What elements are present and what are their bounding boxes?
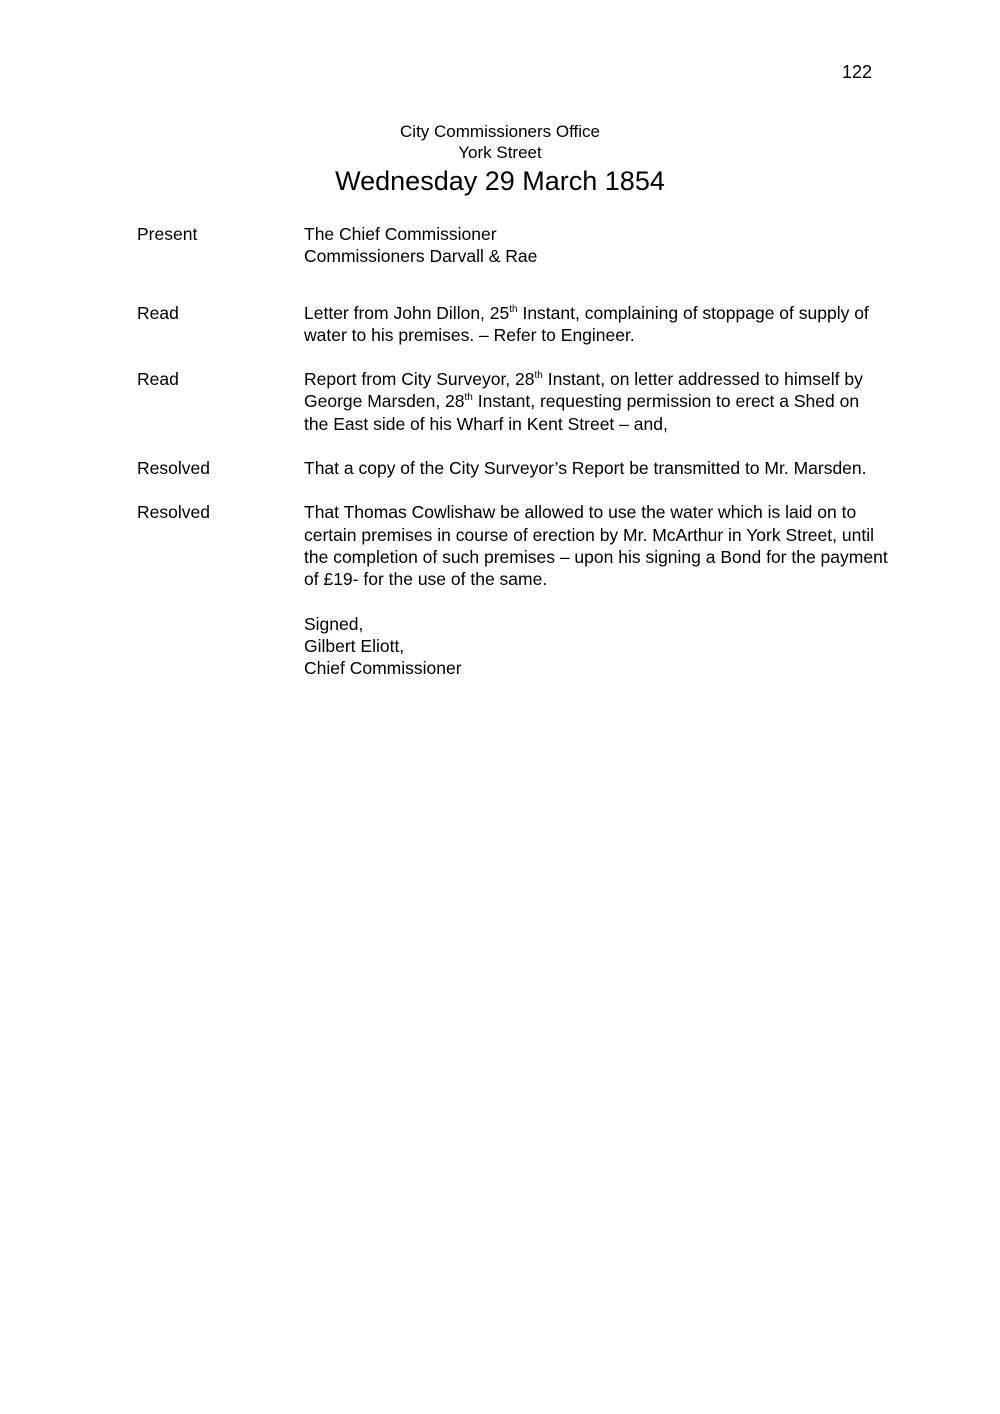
minutes-body [137, 223, 937, 679]
entry-label: Read [137, 302, 179, 323]
entry-text [304, 457, 937, 479]
text-line: The Chief Commissioner [304, 224, 497, 244]
entry-label: Present [137, 224, 198, 244]
text-line: the completion of such premises – upon his signing a Bond for the payment [304, 546, 888, 567]
text-line: the East side of his Wharf in Kent Street – and, [304, 413, 668, 434]
entry-label: Resolved [137, 458, 210, 479]
entry-text [304, 368, 937, 435]
text-line: Report from City Surveyor, 28th Instant, on letter addressed to himself by [304, 369, 863, 390]
text-line: That a copy of the City Surveyor’s Report be transmitted to Mr. Marsden. [304, 458, 867, 479]
document-header [0, 121, 1000, 198]
text-line: Letter from John Dillon, 25th Instant, complaining of stoppage of supply of [304, 302, 869, 323]
office-street: York Street [458, 143, 542, 162]
entry-present [137, 223, 937, 268]
text-line: water to his premises. – Refer to Engineer. [304, 324, 635, 345]
entry-label: Resolved [137, 502, 210, 523]
text-line: Commissioners Darvall & Rae [304, 246, 538, 267]
text-line: That Thomas Cowlishaw be allowed to use the water which is laid on to [304, 502, 857, 523]
text-line: of £19- for the use of the same. [304, 569, 548, 590]
entry-text [304, 302, 937, 347]
entry-label: Read [137, 369, 179, 390]
entry-resolved [137, 457, 937, 479]
signature-title: Chief Commissioner [304, 658, 462, 679]
office-name: City Commissioners Office [400, 122, 600, 141]
signature-name: Gilbert Eliott, [304, 635, 405, 656]
entry-resolved [137, 501, 937, 590]
signature-signed: Signed, [304, 613, 364, 634]
text-line: certain premises in course of erection by Mr. McArthur in York Street, until [304, 524, 874, 545]
entry-read [137, 302, 937, 347]
page-number: 122 [842, 62, 873, 82]
text-line: George Marsden, 28th Instant, requesting permission to erect a Shed on [304, 391, 860, 412]
entry-text [304, 223, 937, 268]
signature-block [137, 613, 937, 680]
entry-text [304, 501, 937, 590]
entry-read [137, 368, 937, 435]
meeting-date: Wednesday 29 March 1854 [335, 166, 665, 196]
